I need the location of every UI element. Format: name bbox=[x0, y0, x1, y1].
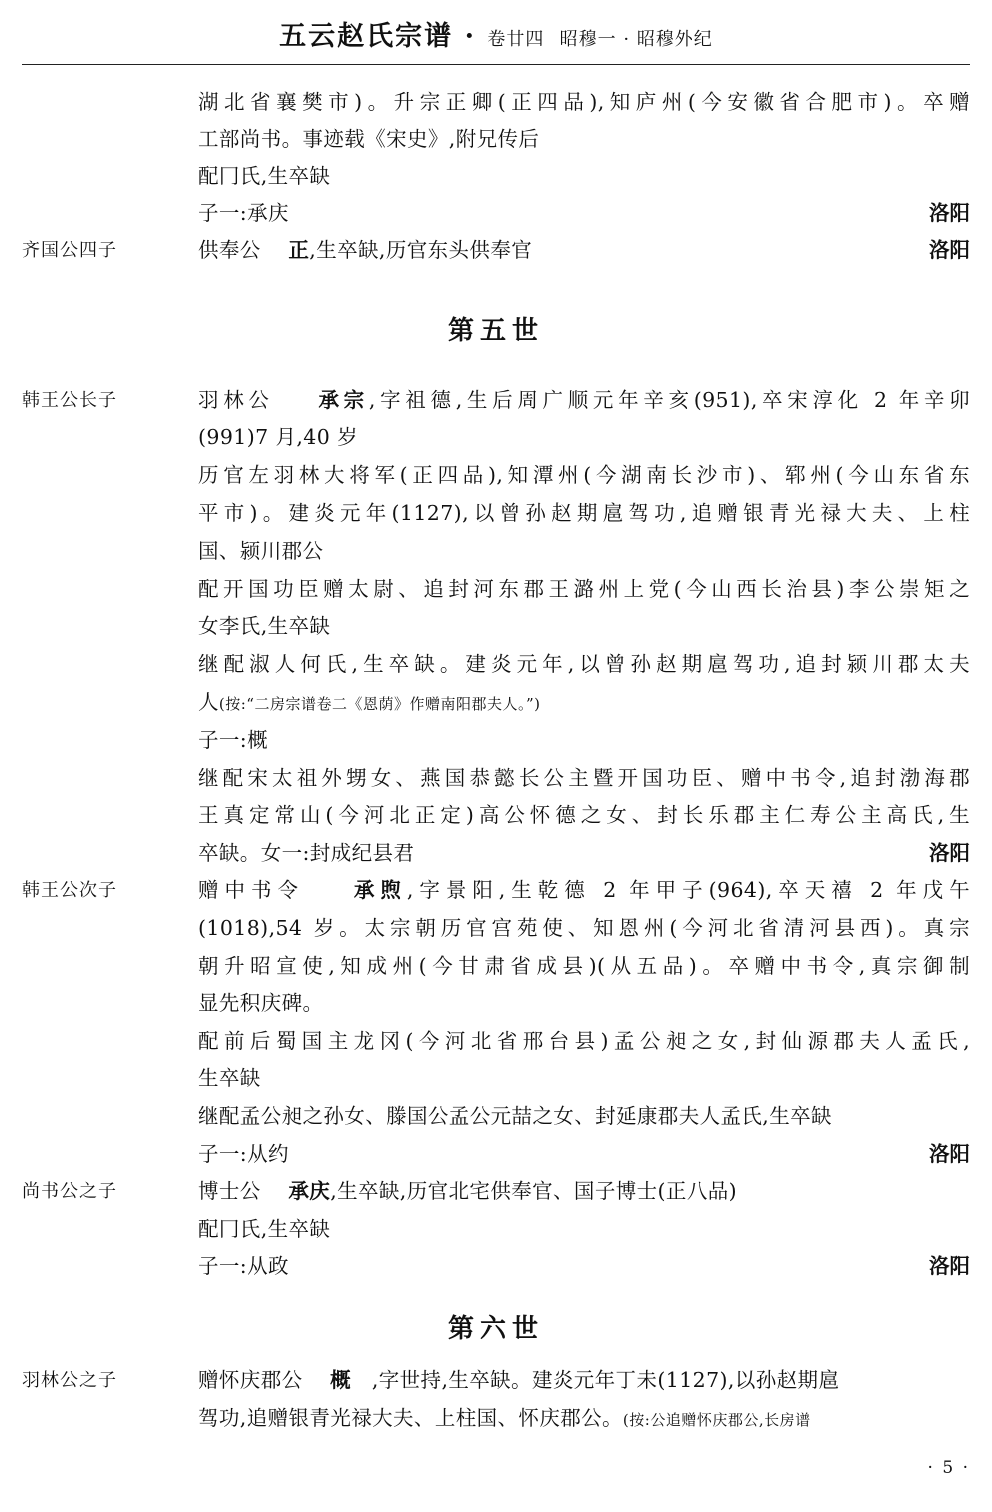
text-line: 朝升昭宣使,知成州(今甘肃省成县)(从五品)。卒赠中书令,真宗御制 bbox=[198, 954, 970, 978]
location-label: 洛阳 bbox=[929, 1142, 970, 1166]
entry-line bbox=[198, 1362, 970, 1399]
text-line: 继配孟公昶之孙女、滕国公孟公元喆之女、封延康郡夫人孟氏,生卒缺 bbox=[198, 1104, 832, 1128]
text-line: 湖北省襄樊市)。升宗正卿(正四品),知庐州(今安徽省合肥市)。卒赠 bbox=[198, 90, 970, 114]
text-line: 子一:从政 bbox=[198, 1254, 289, 1278]
text-line bbox=[198, 1400, 970, 1439]
text-line: 王真定常山(今河北正定)高公怀德之女、封长乐郡主仁寿公主高氏,生 bbox=[198, 803, 970, 827]
text-line: 显先积庆碑。 bbox=[198, 991, 324, 1015]
text-line: 工部尚书。事迹载《宋史》,附兄传后 bbox=[198, 127, 540, 151]
side-label: 齐国公四子 bbox=[22, 240, 117, 261]
book-title: 五云赵氏宗谱 bbox=[279, 21, 454, 52]
section-label: 昭穆一 bbox=[559, 29, 617, 50]
entry-text: ,生卒缺,历官东头供奉官 bbox=[309, 238, 533, 262]
text-line: 继配宋太祖外甥女、燕国恭懿长公主暨开国功臣、赠中书令,追封渤海郡 bbox=[198, 766, 970, 790]
entry-title: 博士公 bbox=[198, 1179, 261, 1203]
location-label: 洛阳 bbox=[929, 841, 970, 865]
entry-title: 赠怀庆郡公 bbox=[198, 1368, 303, 1392]
page-number-value: 5 bbox=[942, 1458, 956, 1478]
entry-text: ,生卒缺,历官北宅供奉官、国子博士(正八品) bbox=[330, 1179, 738, 1203]
side-label: 羽林公之子 bbox=[22, 1370, 117, 1391]
text-line: 子一:从约 bbox=[198, 1142, 289, 1166]
entry-name: 承宗 bbox=[318, 388, 369, 412]
text-line: 子一:概 bbox=[198, 728, 269, 752]
text-line: 卒缺。女一:封成纪县君 bbox=[198, 841, 415, 865]
text-line: (1018),54 岁。太宗朝历官宫苑使、知恩州(今河北省清河县西)。真宗 bbox=[198, 916, 970, 940]
entry-line bbox=[198, 232, 970, 269]
text-fragment: 驾功,追赠银青光禄大夫、上柱国、怀庆郡公。 bbox=[198, 1406, 623, 1430]
entry-name: 承煦 bbox=[353, 878, 407, 902]
separator-dot-2: · bbox=[616, 29, 637, 50]
annotation-note: (按:公追赠怀庆郡公,长房谱 bbox=[622, 1411, 811, 1429]
page-number: · 5 · bbox=[927, 1458, 970, 1478]
text-line: 生卒缺 bbox=[198, 1066, 261, 1090]
entry-title: 羽林公 bbox=[198, 388, 274, 412]
entry-name: 正 bbox=[288, 238, 310, 262]
text-line: 女李氏,生卒缺 bbox=[198, 614, 331, 638]
text-fragment: 人 bbox=[198, 690, 219, 714]
text-line: 子一:承庆 bbox=[198, 201, 289, 225]
annotation-note: (按:“二房宗谱卷二《恩荫》作赠南阳郡夫人。”) bbox=[218, 695, 541, 713]
text-line: 配冂氏,生卒缺 bbox=[198, 164, 331, 188]
entry-name: 承庆 bbox=[288, 1179, 331, 1203]
header-rule bbox=[22, 64, 970, 65]
entry-title: 赠中书令 bbox=[198, 878, 304, 902]
entry-line bbox=[198, 872, 970, 909]
volume-label: 卷廿四 bbox=[487, 29, 545, 50]
entry-text: ,字世持,生卒缺。建炎元年丁未(1127),以孙赵期扈 bbox=[371, 1368, 840, 1392]
location-label: 洛阳 bbox=[929, 238, 970, 262]
text-line: 国、颍川郡公 bbox=[198, 539, 324, 563]
location-label: 洛阳 bbox=[929, 201, 970, 225]
generation-heading: 第五世 bbox=[447, 316, 544, 346]
text-line: 配开国功臣赠太尉、追封河东郡王潞州上党(今山西长治县)李公崇矩之 bbox=[198, 577, 970, 601]
text-line: (991)7 月,40 岁 bbox=[198, 425, 359, 449]
entry-text: ,字景阳,生乾德 2 年甲子(964),卒天禧 2 年戊午 bbox=[406, 878, 970, 902]
entry-line bbox=[198, 1173, 970, 1210]
entry-title: 供奉公 bbox=[198, 238, 261, 262]
generation-heading: 第六世 bbox=[447, 1314, 544, 1344]
entry-text: ,字祖德,生后周广顺元年辛亥(951),卒宋淳化 2 年辛卯 bbox=[368, 388, 971, 412]
side-label: 尚书公之子 bbox=[22, 1181, 117, 1202]
page-header bbox=[0, 14, 992, 53]
text-line: 配冂氏,生卒缺 bbox=[198, 1217, 331, 1241]
text-line: 平市)。建炎元年(1127),以曾孙赵期扈驾功,追赠银青光禄大夫、上柱 bbox=[198, 501, 970, 525]
text-line bbox=[198, 684, 970, 723]
location-label: 洛阳 bbox=[929, 1254, 970, 1278]
entry-line bbox=[198, 382, 970, 419]
side-label: 韩王公长子 bbox=[22, 390, 117, 411]
separator-dot: · bbox=[453, 21, 488, 52]
subsection-label: 昭穆外纪 bbox=[636, 29, 713, 50]
entry-name: 概 bbox=[330, 1368, 352, 1392]
side-label: 韩王公次子 bbox=[22, 880, 117, 901]
text-line: 配前后蜀国主龙冈(今河北省邢台县)孟公昶之女,封仙源郡夫人孟氏, bbox=[198, 1029, 970, 1053]
text-line: 历官左羽林大将军(正四品),知潭州(今湖南长沙市)、郓州(今山东省东 bbox=[198, 463, 970, 487]
text-line: 继配淑人何氏,生卒缺。建炎元年,以曾孙赵期扈驾功,追封颍川郡太夫 bbox=[198, 652, 970, 676]
